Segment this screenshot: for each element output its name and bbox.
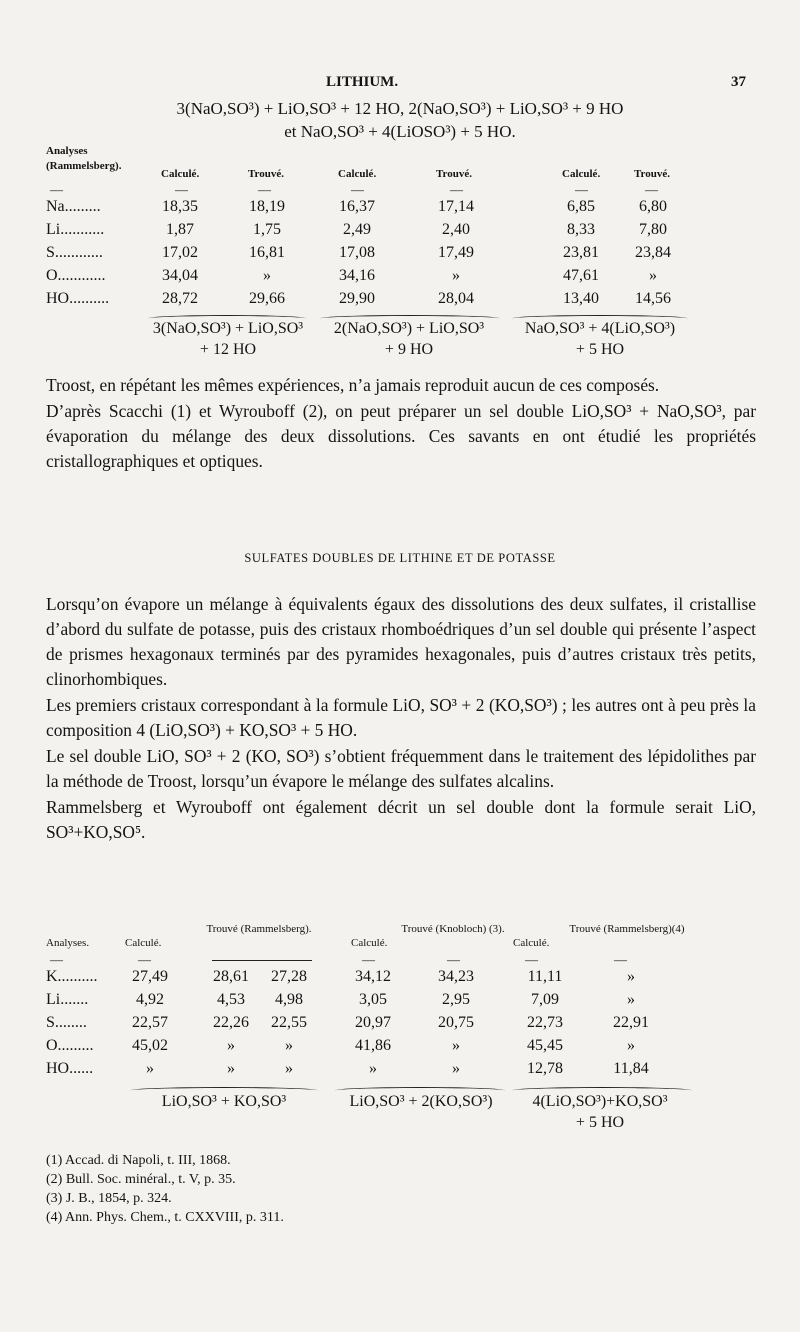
table2-cell: 12,78: [527, 1060, 563, 1077]
table2-dash: —: [138, 952, 151, 967]
table1-cell: 34,16: [339, 267, 375, 284]
table2-cell: »: [627, 991, 635, 1008]
table1-cell: 18,19: [249, 198, 285, 215]
footnote-2: (2) Bull. Soc. minéral., t. V, p. 35.: [46, 1172, 236, 1187]
table2-dash: —: [362, 952, 375, 967]
table1-cell: 47,61: [563, 267, 599, 284]
table2-cell: »: [627, 968, 635, 985]
table1-row-label: O............: [46, 267, 106, 284]
table1-cell: »: [263, 267, 271, 284]
paragraph-text: Lorsqu’on évapore un mélange à équivalents égaux des dissolutions des deux sulfates, il cristallise d’abord du sulfate de potasse, puis des cristaux rhomboédriques d’un sel double qui présente l’aspect de prismes hexagonaux terminés par des pyramides hexagonales, puis d’autres cristaux très petits, clinorhombiques.: [46, 594, 756, 689]
table1-cell: »: [649, 267, 657, 284]
page-number: 37: [731, 74, 746, 90]
table1-cell: 17,02: [162, 244, 198, 261]
table2-header: Trouvé (Rammelsberg)(4): [569, 923, 685, 935]
paragraph-text: Le sel double LiO, SO³ + 2 (KO, SO³) s’obtient fréquemment dans le traitement des lépidolithes par la méthode de Troost, lorsqu’un évapore le mélange des sulfates alcalins.: [46, 746, 756, 791]
table2-header: Calculé.: [513, 937, 550, 949]
table1-formula: NaO,SO³ + 4(LiO,SO³): [524, 320, 676, 337]
table2-row-label: Li.......: [46, 991, 89, 1008]
table2-cell: 20,75: [438, 1014, 474, 1031]
table2-cell: 11,84: [613, 1060, 649, 1077]
table1-cell: 16,37: [339, 198, 375, 215]
table2-cell: 22,55: [271, 1014, 307, 1031]
table2-cell: 4,98: [275, 991, 303, 1008]
table1-cell: 28,72: [162, 290, 198, 307]
table2-dash: —: [525, 952, 538, 967]
table2-cell: 3,05: [359, 991, 387, 1008]
paragraph-troost-scacchi: [46, 373, 756, 475]
table2-header: Trouvé (Knobloch) (3).: [401, 923, 505, 935]
table2-cell: 27,49: [132, 968, 168, 985]
table2-cell: 34,12: [355, 968, 391, 985]
table2-cell: 34,23: [438, 968, 474, 985]
table1-dash: —: [351, 182, 364, 197]
table1-col-header: Trouvé.: [634, 168, 670, 180]
table1-cell: »: [452, 267, 460, 284]
table2-cell: 28,61: [213, 968, 249, 985]
table1-cell: 7,80: [639, 221, 667, 238]
table1-dash: —: [50, 182, 63, 197]
formula-line-2: et NaO,SO³ + 4(LiOSO³) + 5 HO.: [284, 122, 516, 141]
table1-cell: 17,14: [438, 198, 474, 215]
table1-cell: 29,66: [249, 290, 285, 307]
table1-cell: 16,81: [249, 244, 285, 261]
table1-col-header: Calculé.: [338, 168, 377, 180]
table1-cell: 1,87: [166, 221, 194, 238]
table2-cell: 22,91: [613, 1014, 649, 1031]
paragraph-text: Troost, en répétant les mêmes expériences, n’a jamais reproduit aucun de ces composés.: [46, 375, 660, 395]
table2-dash: —: [50, 952, 63, 967]
table1-formula: + 9 HO: [384, 341, 434, 358]
table2-formula: LiO,SO³ + KO,SO³: [161, 1093, 287, 1110]
paragraph-text: Rammelsberg et Wyrouboff ont également décrit un sel double dont la formule serait LiO, SO³+KO,SO⁵.: [46, 797, 756, 842]
table2-rule: [212, 960, 312, 961]
table1-col-header: Calculé.: [161, 168, 200, 180]
table1-dash: —: [450, 182, 463, 197]
table1-col-header: Trouvé.: [248, 168, 284, 180]
table2-cell: »: [627, 1037, 635, 1054]
table2-dash: —: [614, 952, 627, 967]
table2-cell: 4,92: [136, 991, 164, 1008]
table1-cell: 28,04: [438, 290, 474, 307]
table2-cell: 27,28: [271, 968, 307, 985]
table2-formula: 4(LiO,SO³)+KO,SO³: [532, 1093, 668, 1110]
table1-dash: —: [575, 182, 588, 197]
table1-cell: 1,75: [253, 221, 281, 238]
table1-dash: —: [175, 182, 188, 197]
paragraph-text: Les premiers cristaux correspondant à la formule LiO, SO³ + 2 (KO,SO³) ; les autres ont à peu près la composition 4 (LiO,SO³) + KO,SO³ + 5 HO.: [46, 695, 756, 740]
table2-header: Calculé.: [351, 937, 388, 949]
table1-cell: 17,08: [339, 244, 375, 261]
table2-cell: 2,95: [442, 991, 470, 1008]
table1-header-analyses: Analyses: [46, 145, 88, 157]
table2-row-label: S........: [46, 1014, 87, 1031]
table1-cell: 6,80: [639, 198, 667, 215]
table2-cell: 7,09: [531, 991, 559, 1008]
table1-cell: 6,85: [567, 198, 595, 215]
footnote-1: (1) Accad. di Napoli, t. III, 1868.: [46, 1153, 231, 1168]
table1-cell: 8,33: [567, 221, 595, 238]
table1-formula: + 5 HO: [575, 341, 625, 358]
table1-row-label: S............: [46, 244, 103, 261]
paragraph-text: D’après Scacchi (1) et Wyrouboff (2), on peut préparer un sel double LiO,SO³ + NaO,SO³, par évaporation du mélange des deux dissolutions. Ces savants en ont étudié les propriétés cristallographiques et optiques.: [46, 401, 756, 471]
table1-cell: 29,90: [339, 290, 375, 307]
table2-cell: »: [227, 1037, 235, 1054]
table2-cell: 11,11: [527, 968, 563, 985]
table1-formula: 3(NaO,SO³) + LiO,SO³: [152, 320, 304, 337]
table1-dash: —: [645, 182, 658, 197]
table1-cell: 23,84: [635, 244, 671, 261]
footnote-4: (4) Ann. Phys. Chem., t. CXXVIII, p. 311.: [46, 1210, 284, 1225]
table2-cell: 41,86: [355, 1037, 391, 1054]
table2-header: Analyses.: [46, 937, 90, 949]
table2-cell: »: [285, 1060, 293, 1077]
table2-header: Calculé.: [125, 937, 162, 949]
table1-row-label: Li...........: [46, 221, 105, 238]
table2-header: Trouvé (Rammelsberg).: [206, 923, 312, 935]
table2-row-label: O.........: [46, 1037, 94, 1054]
table2-cell: »: [452, 1037, 460, 1054]
table2-cell: 45,45: [527, 1037, 563, 1054]
table2-cell: 20,97: [355, 1014, 391, 1031]
table1-cell: 23,81: [563, 244, 599, 261]
table2-dash: —: [447, 952, 460, 967]
table2-cell: 4,53: [217, 991, 245, 1008]
running-title: LITHIUM.: [326, 74, 399, 90]
paragraph-sulfates-doubles: [46, 592, 756, 846]
footnote-3: (3) J. B., 1854, p. 324.: [46, 1191, 172, 1206]
table2-formula: + 5 HO: [575, 1114, 625, 1131]
table2-cell: 22,57: [132, 1014, 168, 1031]
table2-cell: »: [227, 1060, 235, 1077]
table2-cell: 45,02: [132, 1037, 168, 1054]
table1-cell: 2,40: [442, 221, 470, 238]
formula-line-1: 3(NaO,SO³) + LiO,SO³ + 12 HO, 2(NaO,SO³) + LiO,SO³ + 9 HO: [176, 99, 624, 118]
table1-dash: —: [258, 182, 271, 197]
table2-cell: »: [285, 1037, 293, 1054]
table1-formula: + 12 HO: [199, 341, 257, 358]
table2-cell: »: [146, 1060, 154, 1077]
table1-cell: 34,04: [162, 267, 198, 284]
table2-formula: LiO,SO³ + 2(KO,SO³): [349, 1093, 493, 1110]
table1-formula: 2(NaO,SO³) + LiO,SO³: [333, 320, 485, 337]
table2-cell: »: [452, 1060, 460, 1077]
table1-header-source: (Rammelsberg).: [46, 160, 122, 172]
table2-cell: »: [369, 1060, 377, 1077]
section-title: SULFATES DOUBLES DE LITHINE ET DE POTASSE: [244, 551, 556, 565]
table1-row-label: HO..........: [46, 290, 110, 307]
table2-cell: 22,26: [213, 1014, 249, 1031]
table1-col-header: Calculé.: [562, 168, 601, 180]
table2-cell: 22,73: [527, 1014, 563, 1031]
table1-cell: 17,49: [438, 244, 474, 261]
table2-row-label: HO......: [46, 1060, 94, 1077]
table2-row-label: K..........: [46, 968, 98, 985]
table1-cell: 14,56: [635, 290, 671, 307]
table1-cell: 2,49: [343, 221, 371, 238]
table1-col-header: Trouvé.: [436, 168, 472, 180]
table1-row-label: Na.........: [46, 198, 101, 215]
table1-cell: 18,35: [162, 198, 198, 215]
table1-cell: 13,40: [563, 290, 599, 307]
